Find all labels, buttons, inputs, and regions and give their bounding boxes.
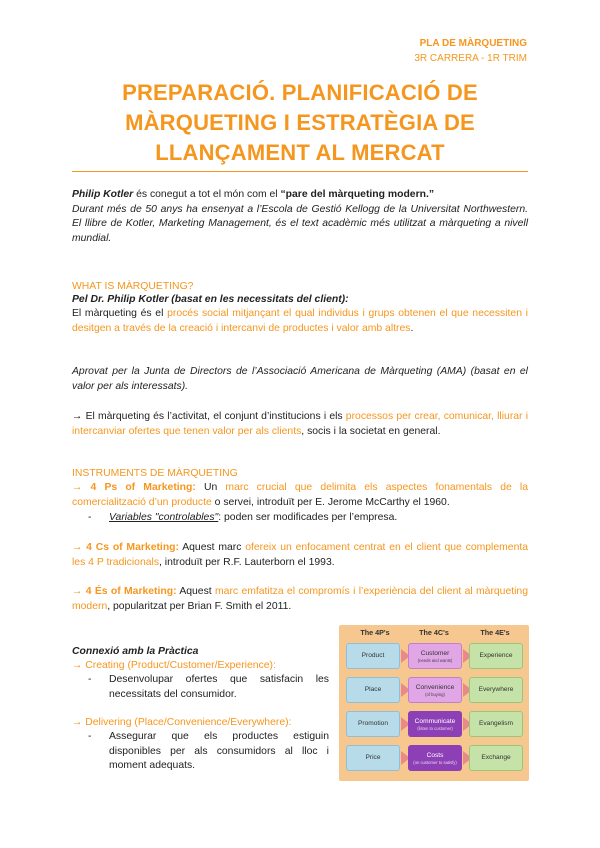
creating-bullet: Desenvolupar ofertes que satisfacin les necessitats del consumidor. <box>109 674 329 700</box>
four-cs-text: Aquest marc <box>178 542 246 553</box>
marketing-mix-diagram <box>339 625 529 781</box>
four-ps-end: o servei, introduït per E. Jerome McCarthy el 1960. <box>211 496 450 508</box>
ama-definition <box>72 410 528 439</box>
cell-experience-label: Experience <box>479 652 513 659</box>
section-heading-instruments: INSTRUMENTS DE MÀRQUETING <box>72 468 238 479</box>
four-ps-highlight: marc crucial que delimita els aspectes fonamentals de la comercialització d’un producte <box>72 482 528 508</box>
cell-convenience-label: Convenience <box>415 683 455 691</box>
kotler-definition <box>72 307 528 336</box>
definition-text: El màrqueting és el <box>72 308 168 319</box>
definition-highlight: procés social mitjançant el qual individus i grups obtenen el que necessiten i desitgen a través de la creació i intercanvi de productes i valor amb altres <box>72 308 528 334</box>
cell-place-label: Place <box>364 686 382 693</box>
creating-label: → Creating (Product/Customer/Experience): <box>72 660 276 671</box>
four-cs-end: , introduït per R.F. Lauterborn el 1993. <box>159 556 335 568</box>
cell-customer <box>408 643 462 669</box>
cell-product <box>346 643 400 669</box>
ama-approval: Aprovat per la Junta de Directors de l’Associació Americana de Màrqueting (AMA) (basat en el valor per als interessats). <box>72 366 528 392</box>
four-cs-highlight: ofereix un enfocament centrat en el client que complementa les 4 P tradicionals <box>72 542 529 568</box>
cell-communicate <box>408 711 462 737</box>
connexio-heading: Connexió amb la Pràctica <box>72 646 199 657</box>
running-header <box>414 36 527 66</box>
cell-costs <box>408 745 462 771</box>
four-ps-label: → 4 Ps of Marketing: <box>72 482 196 493</box>
cell-product-label: Product <box>361 652 385 659</box>
bullet-dash: - <box>88 512 92 523</box>
cell-everywhere <box>469 677 523 703</box>
diagram-header-4es: The 4E's <box>480 628 510 637</box>
title-line-1: PREPARACIÓ. PLANIFICACIÓ DE <box>122 80 478 105</box>
title-line-2: MÀRQUETING I ESTRATÈGIA DE <box>125 110 475 135</box>
four-cs-paragraph <box>72 541 528 570</box>
section-heading-what: WHAT IS MÀRQUETING? <box>72 281 194 292</box>
cell-promotion-label: Promotion <box>357 720 389 727</box>
kotler-subheading: Pel Dr. Philip Kotler (basat en les necessitats del client): <box>72 294 349 305</box>
cell-promotion <box>346 711 400 737</box>
cell-price-label: Price <box>365 754 381 761</box>
four-es-label: → 4 És of Marketing: <box>72 586 177 597</box>
cell-everywhere-label: Everywhere <box>478 686 514 693</box>
intro-quote: “pare del màrqueting modern.” <box>280 189 435 200</box>
delivering-label: → Delivering (Place/Convenience/Everywhere): <box>72 717 292 728</box>
page-title <box>72 78 528 168</box>
cell-customer-label: Customer <box>420 649 450 657</box>
bullet-dash: - <box>88 731 92 742</box>
intro-bio: Durant més de 50 anys ha ensenyat a l’Escola de Gestió Kellogg de la Universitat Northwestern. El llibre de Kotler, Marketing Management, és el text acadèmic més utilitzat a màrqueting a nivell mundial. <box>72 203 528 244</box>
cell-exchange <box>469 745 523 771</box>
title-divider <box>72 171 528 172</box>
diagram-header-4ps: The 4P's <box>360 628 390 637</box>
cell-evangelism-label: Evangelism <box>478 720 514 727</box>
cell-exchange-label: Exchange <box>481 754 511 761</box>
header-course: PLA DE MÀRQUETING <box>419 38 527 49</box>
intro-paragraph <box>72 188 528 246</box>
bullet-dash: - <box>88 674 92 685</box>
cell-convenience-sub: (of buying) <box>425 691 445 697</box>
ama-end: , socis i la societat en general. <box>301 425 441 437</box>
controllable-variables: Variables "controlables" <box>109 512 219 523</box>
diagram-header-4cs: The 4C's <box>419 628 449 637</box>
cell-convenience <box>408 677 462 703</box>
four-ps-bullet <box>109 511 529 526</box>
four-es-end: , popularitzat per Brian F. Smith el 2011. <box>107 600 292 612</box>
cell-costs-label: Costs <box>426 751 444 759</box>
cell-communicate-sub: (listen to customer) <box>417 725 453 731</box>
cell-evangelism <box>469 711 523 737</box>
cell-place <box>346 677 400 703</box>
four-es-paragraph <box>72 585 528 614</box>
ama-highlight: processos per crear, comunicar, lliurar i intercanviar ofertes que tenen valor per als clients <box>72 411 529 437</box>
cell-costs-sub: (on customer to satisfy) <box>413 759 457 765</box>
intro-text: és conegut a tot el món com el <box>133 189 281 200</box>
four-ps-paragraph <box>72 481 528 510</box>
four-es-text: Aquest <box>176 586 216 597</box>
definition-end: . <box>410 322 414 334</box>
cell-price <box>346 745 400 771</box>
cell-experience <box>469 643 523 669</box>
four-es-highlight: marc emfatitza el compromís i l’experiència del client al màrqueting modern <box>72 586 528 612</box>
four-cs-label: → 4 Cs of Marketing: <box>72 542 179 553</box>
title-line-3: LLANÇAMENT AL MERCAT <box>155 140 445 165</box>
delivering-bullet: Assegurar que els productes estiguin disponibles per als consumidors al lloc i moment adequats. <box>109 731 329 772</box>
cell-customer-sub: (needs and wants) <box>417 657 453 663</box>
ama-text: → El màrqueting és l’activitat, el conjunt d’institucions i els <box>72 411 346 422</box>
intro-name: Philip Kotler <box>72 189 134 200</box>
controllable-variables-text: : poden ser modificades per l’empresa. <box>218 512 398 523</box>
header-term: 3R CARRERA - 1R TRIM <box>414 53 527 64</box>
four-ps-text: Un <box>195 482 226 493</box>
cell-communicate-label: Communicate <box>414 717 456 725</box>
